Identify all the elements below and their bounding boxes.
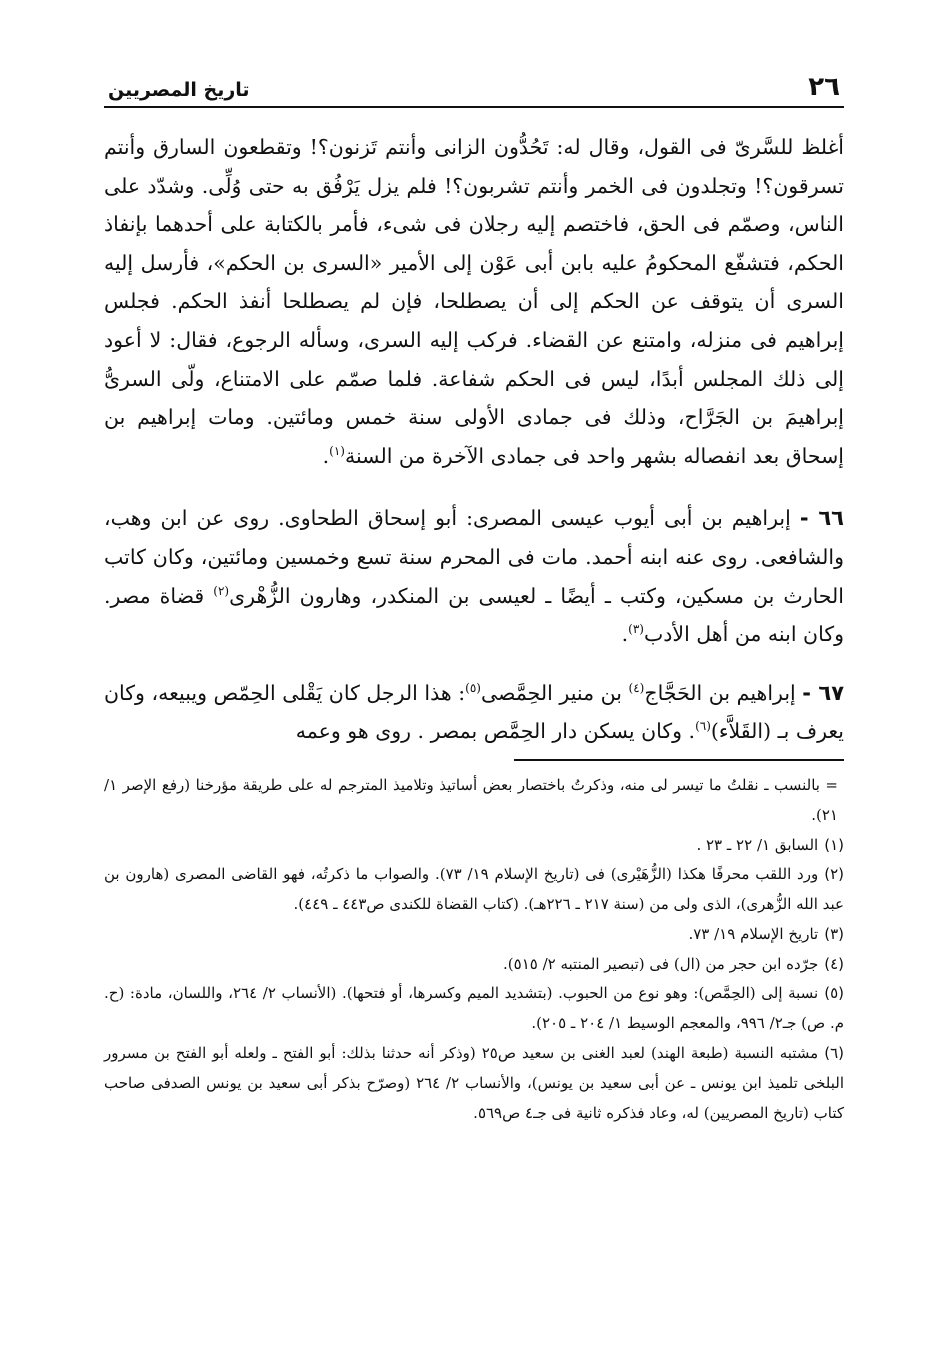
entry-66-number: ٦٦ -	[799, 506, 844, 531]
footnote-ref-4: (٤)	[628, 680, 645, 695]
page-number: ٢٦	[808, 72, 840, 102]
footnote-ref-3: (٣)	[628, 622, 644, 637]
footnote-continuation	[104, 771, 844, 831]
footnote-1	[104, 831, 844, 861]
footnote-4-text: جرّده ابن حجر من (ال) فى (تبصير المنتبه ٢/ ٥١٥).	[503, 954, 819, 973]
footnote-ref-2: (٢)	[213, 583, 230, 598]
footnote-5	[104, 979, 844, 1039]
footnote-4	[104, 950, 844, 980]
entry-67-text-c: : هذا الرجل كان يَقْلى الحِمّص ويبيعه، وكان يعرف بـ (القَلاَّء)	[104, 680, 844, 744]
book-page	[104, 66, 844, 1128]
footnote-1-text: السابق ١/ ٢٢ ـ ٢٣ .	[696, 835, 819, 854]
entry-66-end: .	[621, 622, 629, 647]
footnote-ref-1: (١)	[329, 443, 345, 458]
footnote-4-number: (٤)	[824, 954, 844, 973]
entry-66-text-a: إبراهيم بن أبى أيوب عيسى المصرى: أبو إسحاق الطحاوى. روى عن ابن وهب، والشافعى. روى عنه ابنه أحمد. مات فى المحرم سنة تسع وخمسين ومائتين، وكان كاتب الحارث بن مسكين، وكتب ـ أيضًا ـ لعيسى بن المنكدر، وهارون الزُّهْرى	[104, 506, 844, 608]
footnote-2-number: (٢)	[824, 865, 845, 884]
footnote-6-number: (٦)	[824, 1044, 844, 1063]
footnote-3-number: (٣)	[824, 924, 844, 943]
footnote-separator	[514, 759, 844, 761]
entry-67-text-b: بن منير الحِمَّصى	[480, 680, 629, 705]
paragraph-1-text: أغلظ للسَّرىّ فى القول، وقال له: تَحُدُّون الزانى وأنتم تَزنون؟! وتقطعون السارق وأنتم تسرقون؟! وتجلدون فى الخمر وأنتم تشربون؟! فلم يزل يَرْفُق به حتى وُلِّى. وشدّد على الناس، وصمّم فى الحق، فاختصم إليه رجلان فى شىء، فأمر بالكتابة على أحدهما بإنفاذ الحكم، فتشفّع المحكومُ عليه بابن أبى عَوْن إلى الأمير «السرى بن الحكم»، فأرسل إليه السرى أن يتوقف عن الحكم إلى أن يصطلحا، فإن لم يصطلحا أنفذ الحكم. فجلس إبراهيم فى منزله، وامتنع عن القضاء. فركب إليه السرى، وسأله الرجوع، فقال: لا أعود إلى ذلك المجلس أبدًا، ليس فى الحكم شفاعة. فلما صمّم على الامتناع، ولّى السرىُّ إبراهيمَ بن الجَرَّاح، وذلك فى جمادى الأولى سنة خمس ومائتين. ومات إبراهيم بن إسحاق بعد انفصاله بشهر واحد فى جمادى الآخرة من السنة	[104, 135, 844, 468]
footnote-3-text: تاريخ الإسلام ١٩/ ٧٣.	[688, 924, 819, 943]
entry-67	[104, 674, 844, 751]
paragraph-1-end: .	[322, 443, 330, 468]
paragraph-1	[104, 128, 844, 475]
footnote-3	[104, 920, 844, 950]
entry-67-number: ٦٧ -	[802, 680, 845, 705]
entry-67-text-a: إبراهيم بن الحَجَّاج	[644, 680, 803, 705]
main-text	[104, 128, 844, 751]
footnote-6-text: مشتبه النسبة (طبعة الهند) لعبد الغنى بن سعيد ص٢٥ (وذكر أنه حدثنا بذلك: أبو الفتح ـ ولعله أبو الفتح بن مسرور البلخى تلميذ ابن يونس ـ عن أبى سعيد بن يونس)، والأنساب ٢/ ٢٦٤ (وصرّح بذكر أبى سعيد بن يونس الصدفى صاحب كتاب (تاريخ المصريين) له، وعاد فذكره ثانية فى جـ٤ ص٥٦٩.	[104, 1044, 845, 1122]
footnote-ref-5: (٥)	[465, 680, 481, 695]
entry-67-text-d: . وكان يسكن دار الحِمَّص بمصر . روى هو وعمه	[295, 719, 696, 744]
footnote-0-text: = بالنسب ـ نقلتُ ما تيسر لى منه، وذكرتُ باختصار بعض أساتيذ وتلاميذ المترجم له على طريقة مؤرخنا (رفع الإصر ١/ ٢١).	[104, 775, 838, 824]
entry-66-text-b: قضاة مصر. وكان ابنه من أهل الأدب	[104, 583, 844, 647]
footnote-2-text: ورد اللقب محرفًا هكذا (الزُّهَيْرى) فى (تاريخ الإسلام ١٩/ ٧٣). والصواب ما ذكرتُه، فهو القاضى المصرى (هارون بن عبد الله الزُّهرى)، الذى ولى من (سنة ٢١٧ ـ ٢٢٦هـ). (كتاب القضاة للكندى ص٤٤٣ ـ ٤٤٩).	[104, 865, 844, 914]
entry-66	[104, 499, 844, 653]
footnote-2	[104, 860, 844, 920]
footnote-6	[104, 1039, 844, 1128]
footnote-5-number: (٥)	[824, 984, 845, 1003]
footnote-5-text: نسبة إلى (الحِمَّص): وهو نوع من الحبوب. (بتشديد الميم وكسرها، أو فتحها). (الأنساب ٢/ ٢٦٤، واللسان، مادة: (ح. م. ص) جـ٢/ ٩٩٦، والمعجم الوسيط ١/ ٢٠٤ ـ ٢٠٥).	[104, 984, 844, 1033]
running-title: تاريخ المصريين	[108, 79, 250, 101]
footnote-1-number: (١)	[824, 835, 844, 854]
footnotes	[104, 771, 844, 1129]
page-header	[104, 66, 844, 108]
footnote-ref-6: (٦)	[695, 719, 711, 734]
